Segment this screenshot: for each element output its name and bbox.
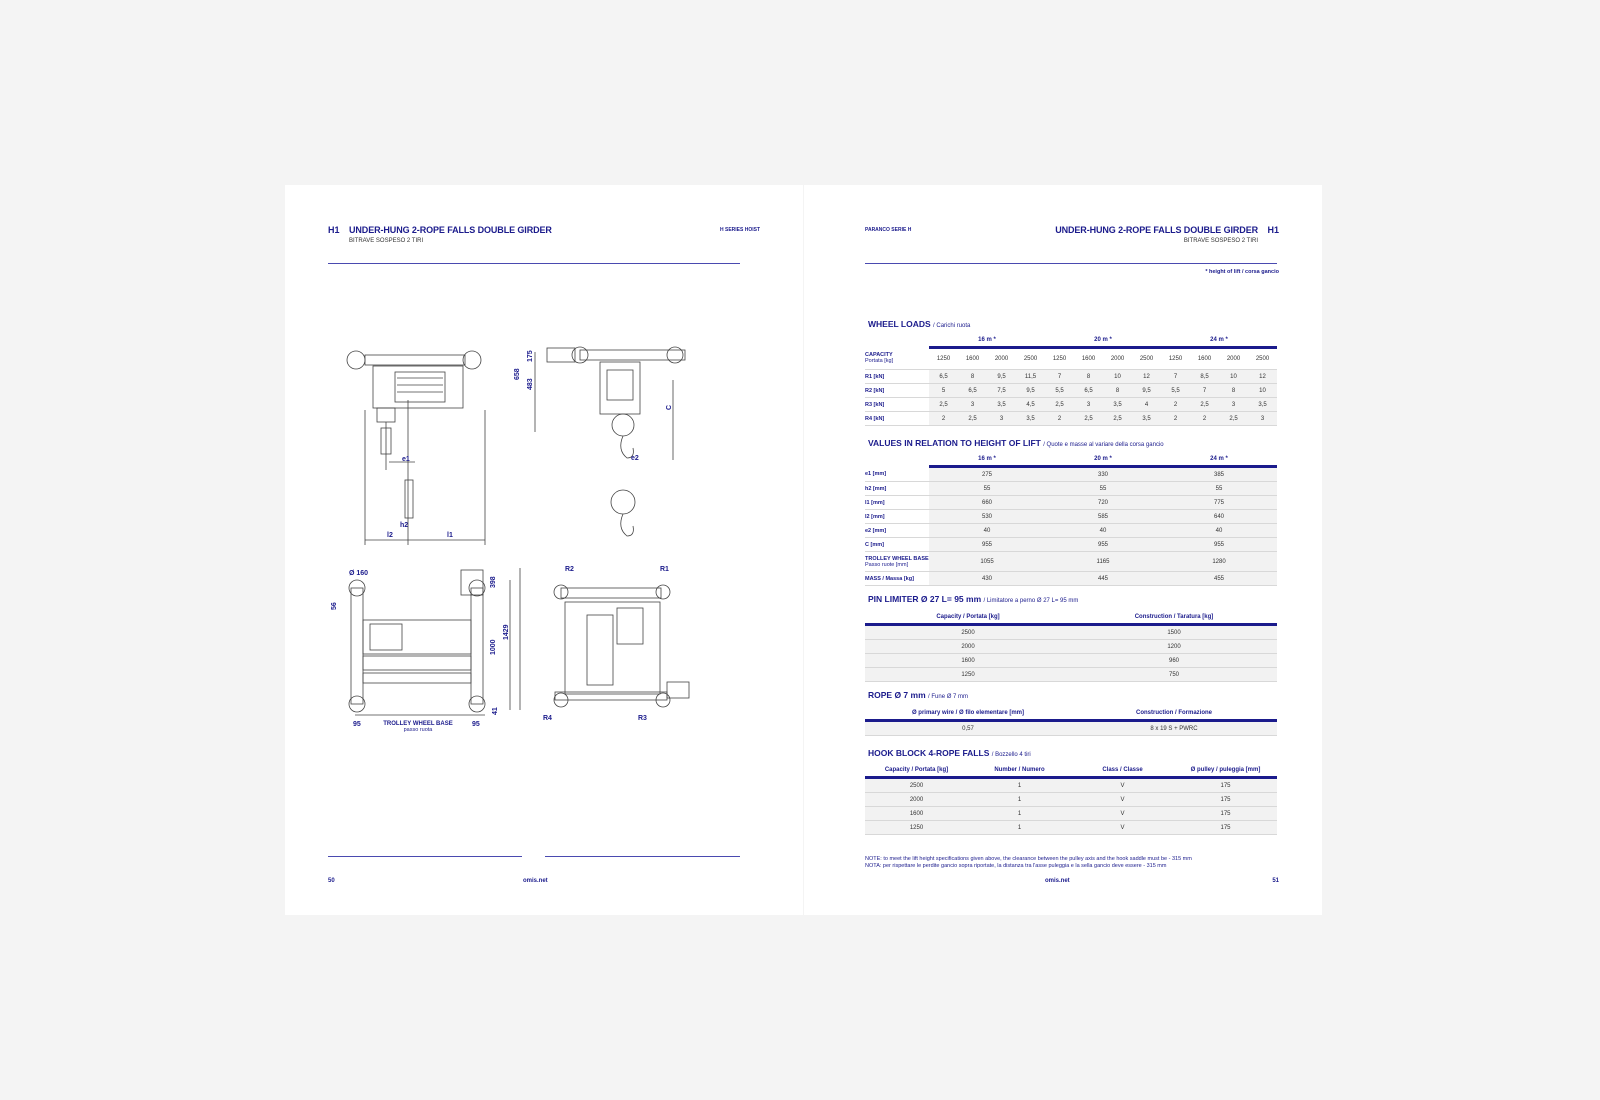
rope-header-wire: Ø primary wire / Ø filo elementare [mm] [865, 706, 1071, 721]
wl-cap: 2000 [987, 348, 1016, 370]
table-row [865, 821, 1277, 835]
wl-cap: 2500 [1248, 348, 1277, 370]
lift-height-note: * height of lift / corsa gancio [1205, 269, 1279, 275]
table-cell: 2,5 [1190, 398, 1219, 412]
wl-capacity-label [865, 348, 929, 370]
wheel-loads-subtitle: / Carichi ruota [933, 323, 971, 329]
table-cell: 2 [929, 412, 958, 426]
table-cell: 40 [929, 524, 1045, 538]
table-cell: 3 [958, 398, 987, 412]
table-row [865, 640, 1277, 654]
table-cell: 2,5 [1045, 398, 1074, 412]
table-cell: 720 [1045, 496, 1161, 510]
table-cell: 5,5 [1161, 384, 1190, 398]
table-row [865, 721, 1277, 736]
table-cell: 2 [1161, 398, 1190, 412]
table-cell: 4 [1132, 398, 1161, 412]
table-cell: 55 [1161, 482, 1277, 496]
rope-header-construction: Construction / Formazione [1071, 706, 1277, 721]
row-label: C [mm] [865, 538, 929, 552]
dim-56: 56 [331, 602, 338, 610]
rope-subtitle: / Fune Ø 7 mm [928, 694, 969, 700]
pl-header-capacity: Capacity / Portata [kg] [865, 610, 1071, 625]
left-page-title: UNDER-HUNG 2-ROPE FALLS DOUBLE GIRDER [349, 225, 552, 235]
table-row [865, 467, 1277, 482]
wheel-loads-title [868, 319, 970, 329]
table-row [865, 398, 1277, 412]
table-cell: 2,5 [1219, 412, 1248, 426]
table-cell: 8 [1103, 384, 1132, 398]
table-cell: 8 x 19 S + PWRC [1071, 721, 1277, 736]
table-cell: 12 [1248, 370, 1277, 384]
pin-limiter-title-text: PIN LIMITER Ø 27 L= 95 mm [868, 594, 982, 604]
table-cell: 2,5 [1103, 412, 1132, 426]
table-cell: V [1071, 821, 1174, 835]
table-cell: 955 [1161, 538, 1277, 552]
table-cell: V [1071, 778, 1174, 793]
table-cell: 2,5 [958, 412, 987, 426]
wl-cap: 2000 [1219, 348, 1248, 370]
table-cell: 4,5 [1016, 398, 1045, 412]
row-label: R1 [kN] [865, 370, 929, 384]
table-row [865, 668, 1277, 682]
table-cell: 1280 [1161, 552, 1277, 572]
row-label: R3 [kN] [865, 398, 929, 412]
table-cell: 660 [929, 496, 1045, 510]
table-row [865, 552, 1277, 572]
table-cell: 2 [1190, 412, 1219, 426]
table-cell: 5 [929, 384, 958, 398]
pl-header-construction: Construction / Taratura [kg] [1071, 610, 1277, 625]
row-label: e2 [mm] [865, 524, 929, 538]
table-cell: 40 [1161, 524, 1277, 538]
pin-limiter-subtitle: / Limitatore a perno Ø 27 L= 95 mm [983, 598, 1079, 604]
dim-l1: l1 [447, 532, 453, 539]
wheel-loads-title-text: WHEEL LOADS [868, 319, 931, 329]
wl-cap: 1250 [929, 348, 958, 370]
table-cell: 9,5 [1132, 384, 1161, 398]
table-cell: 3 [1074, 398, 1103, 412]
table-row [865, 524, 1277, 538]
table-cell: 175 [1174, 793, 1277, 807]
vh-group-16: 16 m * [929, 452, 1045, 467]
table-cell: 1200 [1071, 640, 1277, 654]
wl-cap: 2500 [1016, 348, 1045, 370]
dim-483: 483 [527, 378, 534, 390]
table-cell: 1500 [1071, 625, 1277, 640]
left-section-code: H1 [328, 225, 340, 235]
right-page [804, 185, 1322, 915]
table-cell: 1165 [1045, 552, 1161, 572]
row-label: R4 [kN] [865, 412, 929, 426]
dim-r2: R2 [565, 566, 574, 573]
row-label: MASS / Massa [kg] [865, 572, 929, 586]
row-label: R2 [kN] [865, 384, 929, 398]
table-cell: 330 [1045, 467, 1161, 482]
dim-658: 658 [514, 368, 521, 380]
table-cell: 3,5 [1132, 412, 1161, 426]
hook-block-title [868, 748, 1031, 758]
right-header-rule [865, 263, 1277, 264]
dim-1000: 1000 [490, 639, 497, 655]
table-cell: 11,5 [1016, 370, 1045, 384]
table-cell: 7 [1045, 370, 1074, 384]
pin-limiter-table [865, 610, 1277, 682]
left-header-rule [328, 263, 740, 264]
left-footer-rule-1 [328, 856, 522, 857]
table-cell: 10 [1219, 370, 1248, 384]
table-cell: 8,5 [1190, 370, 1219, 384]
note-it: NOTA: per rispettare le perdite gancio sopra riportate, la distanza tra l'asse puleggia e la sella gancio deve essere - 315 mm [865, 863, 1167, 869]
hb-header-number: Number / Numero [968, 763, 1071, 778]
table-row [865, 625, 1277, 640]
table-row [865, 778, 1277, 793]
rope-title [868, 690, 968, 700]
hb-header-capacity: Capacity / Portata [kg] [865, 763, 968, 778]
dim-l2: l2 [387, 532, 393, 539]
table-cell: 585 [1045, 510, 1161, 524]
table-cell: 6,5 [929, 370, 958, 384]
table-cell: 55 [1045, 482, 1161, 496]
left-footer-rule-2 [545, 856, 740, 857]
table-row [865, 496, 1277, 510]
dim-r1: R1 [660, 566, 669, 573]
table-cell: 2 [1161, 412, 1190, 426]
table-cell: 175 [1174, 821, 1277, 835]
wl-group-24: 24 m * [1161, 333, 1277, 348]
table-cell: 2,5 [929, 398, 958, 412]
wheel-loads-table [865, 333, 1277, 426]
table-row [865, 370, 1277, 384]
table-row [865, 412, 1277, 426]
table-cell: 3,5 [1103, 398, 1132, 412]
table-cell: 12 [1132, 370, 1161, 384]
table-cell: 2 [1045, 412, 1074, 426]
table-cell: 2000 [865, 793, 968, 807]
wl-group-20: 20 m * [1045, 333, 1161, 348]
table-cell: 640 [1161, 510, 1277, 524]
dim-h2: h2 [400, 522, 409, 529]
rope-title-text: ROPE Ø 7 mm [868, 690, 926, 700]
wl-cap: 1600 [1190, 348, 1219, 370]
row-label: TROLLEY WHEEL BASE Passo ruote [mm] [865, 552, 929, 572]
hb-header-class: Class / Classe [1071, 763, 1174, 778]
table-cell: V [1071, 793, 1174, 807]
table-cell: 2500 [865, 778, 968, 793]
left-page-subtitle: BITRAVE SOSPESO 2 TIRI [349, 238, 424, 244]
table-cell: 8 [958, 370, 987, 384]
table-cell: 1600 [865, 807, 968, 821]
table-cell: 40 [1045, 524, 1161, 538]
hook-block-title-text: HOOK BLOCK 4-ROPE FALLS [868, 748, 990, 758]
table-cell: 8 [1219, 384, 1248, 398]
table-cell: 1 [968, 778, 1071, 793]
table-cell: 7,5 [987, 384, 1016, 398]
table-cell: 175 [1174, 807, 1277, 821]
wl-group-16: 16 m * [929, 333, 1045, 348]
table-cell: 3 [1219, 398, 1248, 412]
table-cell: 9,5 [987, 370, 1016, 384]
wl-cap: 1250 [1161, 348, 1190, 370]
table-cell: 2,5 [1074, 412, 1103, 426]
table-cell: 530 [929, 510, 1045, 524]
table-cell: 10 [1103, 370, 1132, 384]
table-cell: 1 [968, 807, 1071, 821]
wl-cap: 1250 [1045, 348, 1074, 370]
table-cell: 1600 [865, 654, 1071, 668]
row-label: l1 [mm] [865, 496, 929, 510]
table-row [865, 384, 1277, 398]
end-view-drawing [554, 585, 689, 707]
table-cell: 3,5 [1248, 398, 1277, 412]
row-label-sub: Passo ruote [mm] [865, 561, 909, 568]
wl-cap: 1600 [958, 348, 987, 370]
right-website[interactable]: omis.net [1045, 878, 1070, 884]
right-series-label: PARANCO SERIE H [865, 227, 912, 233]
table-cell: 55 [929, 482, 1045, 496]
table-row [865, 510, 1277, 524]
table-cell: 7 [1161, 370, 1190, 384]
table-cell: 3,5 [987, 398, 1016, 412]
dim-175: 175 [527, 350, 534, 362]
wl-cap: 1600 [1074, 348, 1103, 370]
table-row [865, 572, 1277, 586]
table-cell: 3 [987, 412, 1016, 426]
front-view-drawing [347, 351, 485, 545]
table-row [865, 807, 1277, 821]
table-cell: 10 [1248, 384, 1277, 398]
table-cell: 775 [1161, 496, 1277, 510]
table-cell: V [1071, 807, 1174, 821]
table-cell: 9,5 [1016, 384, 1045, 398]
row-label: h2 [mm] [865, 482, 929, 496]
pin-limiter-title [868, 594, 1078, 604]
dim-95-left: 95 [353, 721, 361, 728]
table-cell: 1250 [865, 821, 968, 835]
table-row [865, 482, 1277, 496]
table-cell: 955 [929, 538, 1045, 552]
vh-group-24: 24 m * [1161, 452, 1277, 467]
wheelbase-sub: passo ruota [403, 727, 433, 733]
wl-cap: 2500 [1132, 348, 1161, 370]
technical-drawing [325, 330, 705, 750]
dim-phi160: Ø 160 [349, 570, 369, 577]
table-cell: 445 [1045, 572, 1161, 586]
table-cell: 7 [1190, 384, 1219, 398]
values-height-table [865, 452, 1277, 586]
table-cell: 2500 [865, 625, 1071, 640]
dim-41: 41 [492, 707, 499, 715]
left-website[interactable]: omis.net [523, 878, 548, 884]
table-cell: 5,5 [1045, 384, 1074, 398]
table-cell: 1 [968, 793, 1071, 807]
table-cell: 2000 [865, 640, 1071, 654]
table-cell: 8 [1074, 370, 1103, 384]
right-page-title: UNDER-HUNG 2-ROPE FALLS DOUBLE GIRDER [1055, 225, 1258, 235]
right-page-subtitle: BITRAVE SOSPESO 2 TIRI [1183, 238, 1258, 244]
wl-capacity-sub: Portata [kg] [865, 358, 894, 365]
rope-table [865, 706, 1277, 736]
left-series-label: H SERIES HOIST [719, 227, 760, 233]
table-cell: 955 [1045, 538, 1161, 552]
table-cell: 455 [1161, 572, 1277, 586]
right-page-number: 51 [1272, 878, 1279, 884]
wl-cap: 2000 [1103, 348, 1132, 370]
table-cell: 3,5 [1016, 412, 1045, 426]
table-cell: 1 [968, 821, 1071, 835]
values-height-subtitle: / Quote e masse al variare della corsa gancio [1043, 442, 1164, 448]
hook-block-subtitle: / Bozzello 4 tiri [991, 752, 1031, 758]
wheelbase-label: TROLLEY WHEEL BASE [383, 721, 453, 727]
table-cell: 1250 [865, 668, 1071, 682]
table-row [865, 538, 1277, 552]
table-cell: 275 [929, 467, 1045, 482]
dim-95-right: 95 [472, 721, 480, 728]
note-en: NOTE: to meet the lift height specifications given above, the clearance between the pulley axis and the hook saddle must be - 315 mm [865, 856, 1192, 862]
side-view-drawing [535, 347, 685, 536]
table-row [865, 654, 1277, 668]
row-label: l2 [mm] [865, 510, 929, 524]
dim-398: 398 [490, 576, 497, 588]
dim-e2: e2 [631, 455, 639, 462]
table-cell: 1055 [929, 552, 1045, 572]
right-section-code: H1 [1267, 225, 1279, 235]
values-height-title [868, 438, 1164, 448]
table-cell: 0,57 [865, 721, 1071, 736]
table-cell: 750 [1071, 668, 1277, 682]
table-cell: 6,5 [958, 384, 987, 398]
notes-block [865, 856, 1285, 870]
hook-block-table [865, 763, 1277, 835]
dim-c: C [666, 404, 673, 410]
dim-r3: R3 [638, 715, 647, 722]
dim-e1: e1 [402, 456, 410, 463]
table-cell: 960 [1071, 654, 1277, 668]
left-page [285, 185, 803, 915]
hb-header-pulley: Ø pulley / puleggia [mm] [1174, 763, 1277, 778]
table-cell: 385 [1161, 467, 1277, 482]
left-page-number: 50 [328, 878, 335, 884]
vh-group-20: 20 m * [1045, 452, 1161, 467]
table-row [865, 793, 1277, 807]
dim-1429: 1429 [503, 624, 510, 640]
table-cell: 6,5 [1074, 384, 1103, 398]
wl-capacity-title: CAPACITY [865, 352, 893, 359]
table-cell: 175 [1174, 778, 1277, 793]
table-cell: 430 [929, 572, 1045, 586]
row-label: e1 [mm] [865, 467, 929, 482]
table-cell: 3 [1248, 412, 1277, 426]
wheelbase-caption [363, 721, 473, 733]
dim-r4: R4 [543, 715, 552, 722]
values-height-title-text: VALUES IN RELATION TO HEIGHT OF LIFT [868, 438, 1041, 448]
